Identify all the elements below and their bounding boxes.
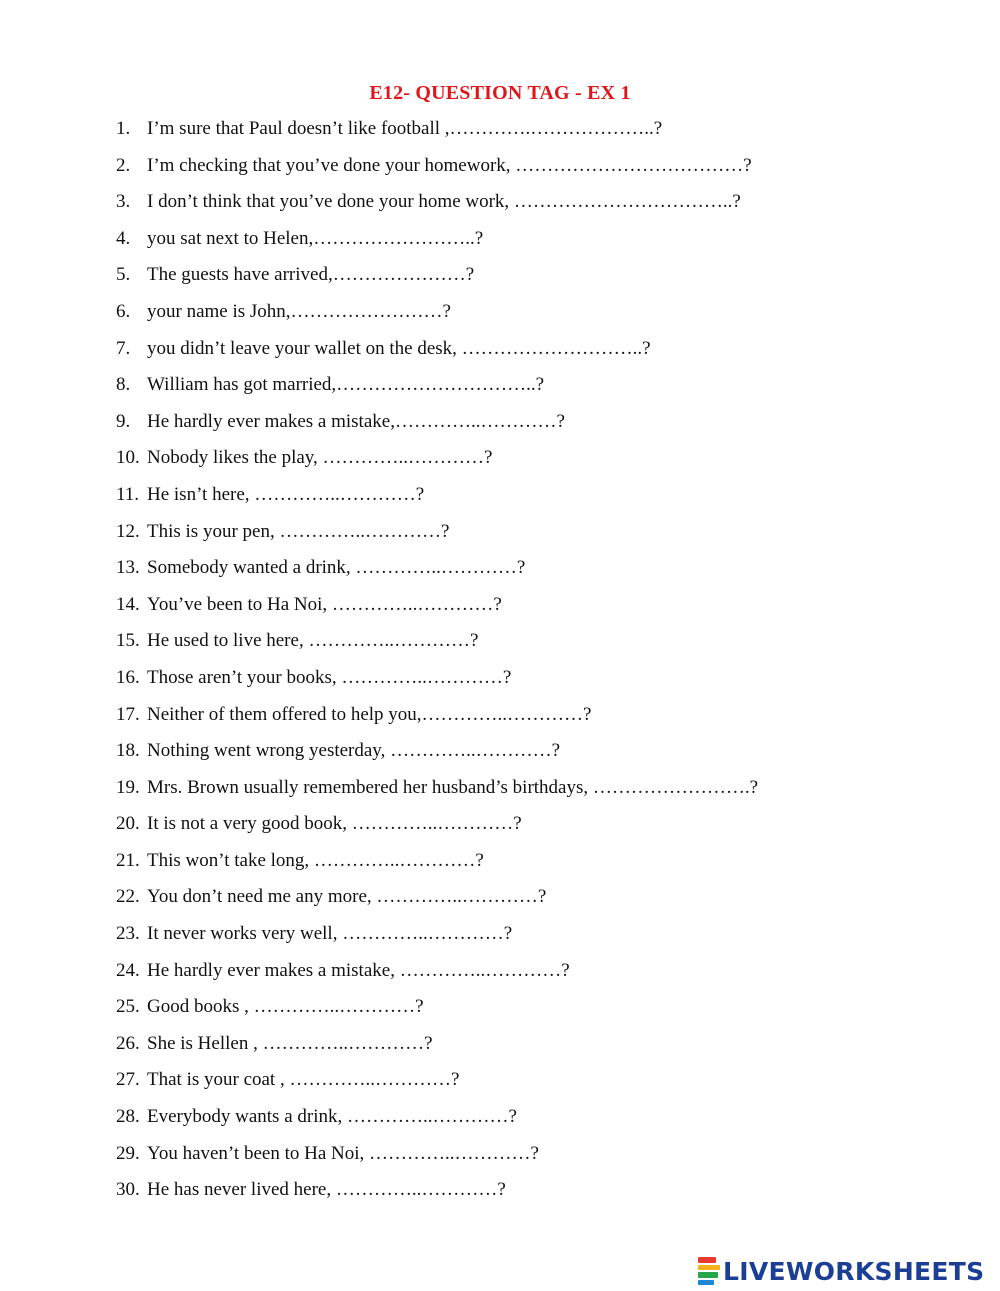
- question-text: you sat next to Helen,……………………..?: [147, 227, 484, 249]
- question-item: [116, 591, 758, 628]
- question-item: [116, 115, 758, 152]
- question-item: [116, 152, 758, 189]
- question-text: Nobody likes the play, …………..…………?: [147, 447, 493, 469]
- question-item: [116, 847, 758, 884]
- brand-name: LIVEWORKSHEETS: [723, 1256, 985, 1286]
- question-number: 9.: [116, 410, 131, 432]
- worksheet-title: E12- QUESTION TAG - EX 1: [369, 82, 631, 104]
- question-text: The guests have arrived,…………………?: [147, 264, 475, 286]
- question-number: 21.: [116, 849, 140, 871]
- question-text: Those aren’t your books, …………..…………?: [147, 666, 512, 688]
- question-number: 4.: [116, 227, 131, 249]
- question-text: Everybody wants a drink, …………..…………?: [147, 1106, 517, 1128]
- question-item: [116, 335, 758, 372]
- question-item: [116, 444, 758, 481]
- question-item: [116, 993, 758, 1030]
- question-number: 22.: [116, 886, 140, 908]
- question-number: 6.: [116, 300, 131, 322]
- question-text: He hardly ever makes a mistake,…………..…………?: [147, 410, 565, 432]
- question-item: [116, 1066, 758, 1103]
- question-number: 12.: [116, 520, 140, 542]
- question-number: 25.: [116, 996, 140, 1018]
- question-text: Neither of them offered to help you,…………..…………?: [147, 703, 592, 725]
- question-number: 11.: [116, 483, 140, 505]
- question-item: [116, 957, 758, 994]
- question-text: You’ve been to Ha Noi, …………..…………?: [147, 593, 502, 615]
- question-text: Somebody wanted a drink, …………..…………?: [147, 557, 526, 579]
- question-number: 13.: [116, 557, 140, 579]
- question-item: [116, 298, 758, 335]
- question-item: [116, 1030, 758, 1067]
- liveworksheets-logo-icon: [698, 1256, 720, 1286]
- question-text: You don’t need me any more, …………..…………?: [147, 886, 547, 908]
- question-number: 14.: [116, 593, 140, 615]
- question-number: 10.: [116, 447, 140, 469]
- question-text: I’m checking that you’ve done your homework, ………………………………?: [147, 154, 752, 176]
- question-item: [116, 737, 758, 774]
- question-number: 28.: [116, 1106, 140, 1128]
- question-item: [116, 774, 758, 811]
- question-number: 20.: [116, 813, 140, 835]
- liveworksheets-brand[interactable]: [698, 1254, 984, 1288]
- question-item: [116, 371, 758, 408]
- question-number: 2.: [116, 154, 131, 176]
- question-text: Good books , …………..…………?: [147, 996, 424, 1018]
- question-text: He has never lived here, …………..…………?: [147, 1179, 506, 1201]
- question-item: [116, 225, 758, 262]
- question-item: [116, 920, 758, 957]
- question-number: 27.: [116, 1069, 140, 1091]
- question-item: [116, 883, 758, 920]
- question-item: [116, 261, 758, 298]
- question-text: He used to live here, …………..…………?: [147, 630, 479, 652]
- question-number: 7.: [116, 337, 131, 359]
- question-item: [116, 188, 758, 225]
- question-number: 26.: [116, 1032, 140, 1054]
- question-number: 29.: [116, 1142, 140, 1164]
- question-text: I’m sure that Paul doesn’t like football ,………….………………..?: [147, 118, 663, 139]
- question-text: I don’t think that you’ve done your home work, ……………………………..?: [147, 191, 741, 213]
- question-item: [116, 701, 758, 738]
- question-text: Mrs. Brown usually remembered her husband’s birthdays, …………………….?: [147, 776, 759, 798]
- question-item: [116, 810, 758, 847]
- question-text: Nothing went wrong yesterday, …………..…………?: [147, 740, 561, 762]
- question-number: 24.: [116, 959, 140, 981]
- question-number: 19.: [116, 776, 140, 798]
- question-number: 8.: [116, 374, 131, 396]
- question-number: 1.: [116, 118, 131, 139]
- question-item: [116, 664, 758, 701]
- question-text: you didn’t leave your wallet on the desk, ………………………..?: [147, 337, 651, 359]
- question-number: 30.: [116, 1179, 140, 1201]
- question-text: your name is John,……………………?: [147, 300, 451, 322]
- question-number: 3.: [116, 191, 131, 213]
- question-text: William has got married,…………………………..?: [147, 374, 545, 396]
- question-number: 16.: [116, 666, 140, 688]
- question-item: [116, 408, 758, 445]
- question-text: It is not a very good book, …………..…………?: [147, 813, 522, 835]
- question-item: [116, 1176, 758, 1213]
- question-item: [116, 1140, 758, 1177]
- question-item: [116, 627, 758, 664]
- question-number: 5.: [116, 264, 131, 286]
- question-number: 15.: [116, 630, 140, 652]
- question-item: [116, 1103, 758, 1140]
- question-text: That is your coat , …………..…………?: [147, 1069, 460, 1091]
- question-number: 23.: [116, 923, 140, 945]
- question-text: You haven’t been to Ha Noi, …………..…………?: [147, 1142, 539, 1164]
- question-text: He isn’t here, …………..…………?: [147, 483, 425, 505]
- question-item: [116, 518, 758, 555]
- question-text: It never works very well, …………..…………?: [147, 923, 513, 945]
- question-text: This is your pen, …………..…………?: [147, 520, 450, 542]
- question-item: [116, 554, 758, 591]
- question-text: She is Hellen , …………..…………?: [147, 1032, 433, 1054]
- question-item: [116, 481, 758, 518]
- question-list: [116, 115, 758, 1213]
- question-number: 18.: [116, 740, 140, 762]
- question-number: 17.: [116, 703, 140, 725]
- question-text: He hardly ever makes a mistake, …………..…………?: [147, 959, 570, 981]
- question-text: This won’t take long, …………..…………?: [147, 849, 484, 871]
